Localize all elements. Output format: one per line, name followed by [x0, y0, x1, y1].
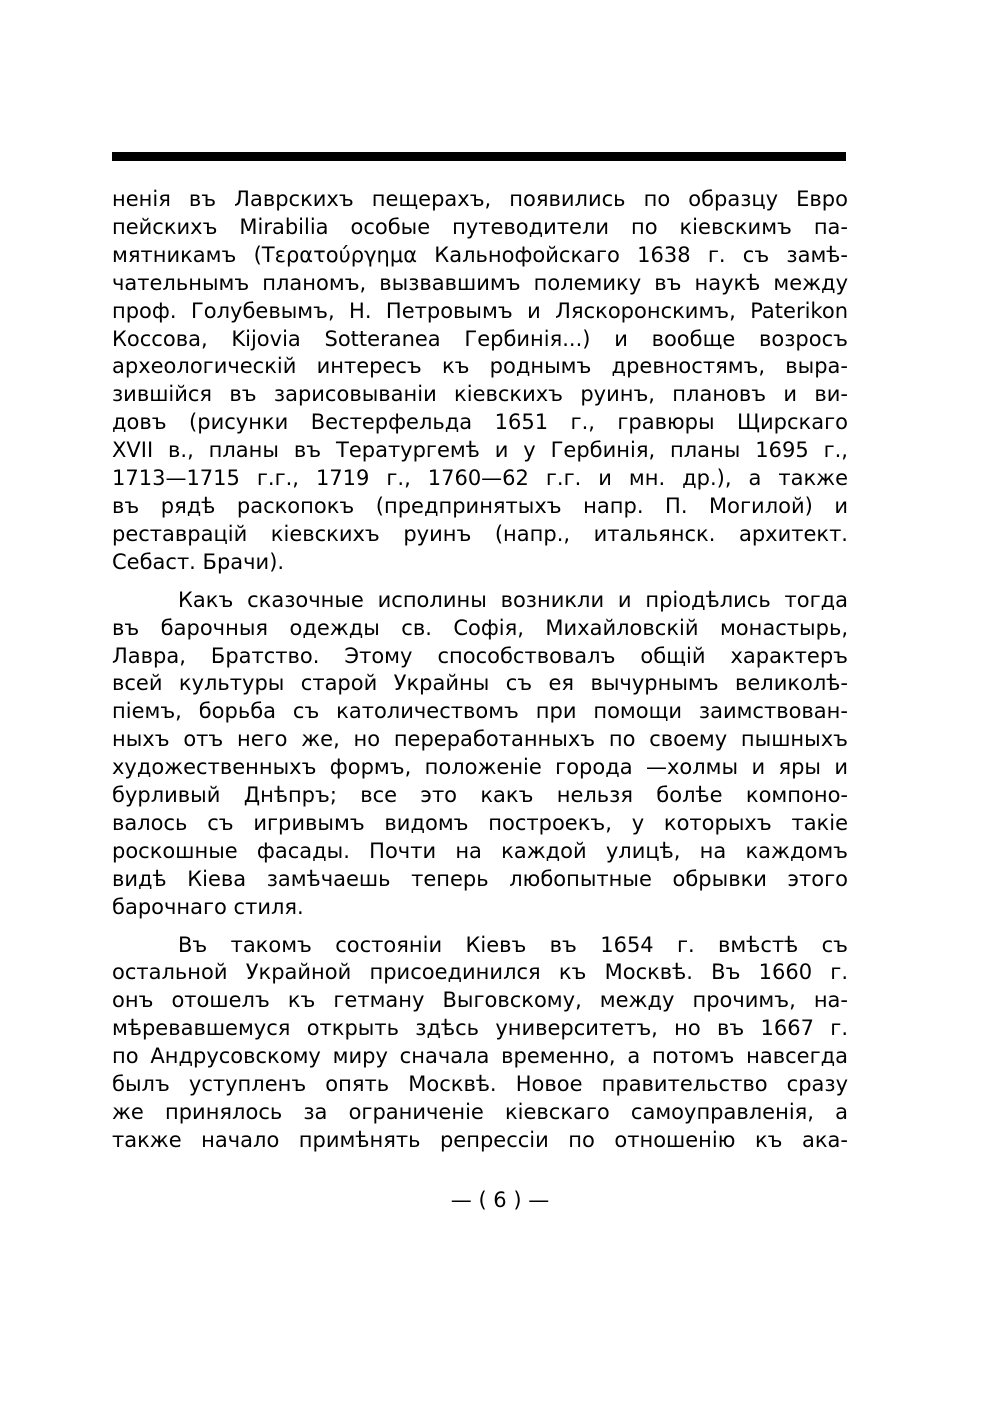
- text-line: онъ отошелъ къ гетману Выговскому, между прочимъ, на-: [112, 988, 848, 1013]
- text-line: Коссова, Kijovia Sotteranea Гербинія...) и вообще возросъ: [112, 326, 848, 351]
- text-line: чательнымъ планомъ, вызвавшимъ полемику въ наукѣ между: [112, 270, 848, 295]
- paragraph-1: [112, 186, 848, 577]
- text-line: же принялось за ограниченіе кіевскаго самоуправленія, а: [112, 1100, 848, 1124]
- text-line: видѣ Кіева замѣчаешь теперь любопытные обрывки этого: [112, 866, 848, 891]
- header-rule: [112, 152, 846, 161]
- text-line: остальной Украйной присоединился къ Москвѣ. Въ 1660 г.: [112, 960, 848, 985]
- text-line: барочнаго стиля.: [112, 894, 304, 919]
- text-line: роскошные фасады. Почти на каждой улицѣ, на каждомъ: [112, 838, 848, 863]
- text-line: 1713—1715 г.г., 1719 г., 1760—62 г.г. и мн. др.), а также: [112, 466, 848, 491]
- text-line: мѣревавшемуся открыть здѣсь университетъ, но въ 1667 г.: [112, 1016, 848, 1041]
- text-line: реставрацій кіевскихъ руинъ (напр., итальянск. архитект.: [112, 521, 848, 546]
- text-line: XVII в., планы въ Тератургемѣ и у Гербинія, планы 1695 г.,: [112, 438, 848, 463]
- text-line: по Андрусовскому миру сначала временно, а потомъ навсегда: [112, 1044, 848, 1069]
- text-line: Себаст. Брачи).: [112, 549, 285, 574]
- text-line: валось съ игривымъ видомъ построекъ, у которыхъ такіе: [112, 810, 848, 835]
- text-line: мятникамъ (Τερατούργημα Кальнофойскаго 1638 г. съ замѣ-: [112, 242, 848, 267]
- text-line: довъ (рисунки Вестерфельда 1651 г., гравюры Щирскаго: [112, 410, 848, 435]
- text-line: ныхъ отъ него же, но переработанныхъ по своему пышныхъ: [112, 727, 848, 752]
- text-line: проф. Голубевымъ, Н. Петровымъ и Ляскоронскимъ, Paterikon: [112, 298, 848, 323]
- text-line: археологическій интересъ къ роднымъ древностямъ, выра-: [112, 354, 848, 379]
- page-number: — ( 6 ) —: [450, 1188, 550, 1212]
- text-line: былъ уступленъ опять Москвѣ. Новое правительство сразу: [112, 1072, 848, 1097]
- text-line: также начало примѣнять репрессіи по отношенію къ ака-: [112, 1127, 848, 1152]
- text-line: бурливый Днѣпръ; все это какъ нельзя болѣе компоно-: [112, 783, 848, 808]
- text-line: піемъ, борьба съ католичествомъ при помощи заимствован-: [112, 699, 848, 724]
- text-line: зившійся въ зарисовываніи кіевскихъ руинъ, плановъ и ви-: [112, 382, 848, 407]
- text-line: Лавра, Братство. Этому способствовалъ общій характеръ: [112, 643, 848, 668]
- text-line: художественныхъ формъ, положеніе города —холмы и яры и: [112, 755, 848, 780]
- paragraph-3: [112, 932, 848, 1155]
- body-text: [112, 186, 848, 1155]
- text-line: всей культуры старой Украйны съ ея вычурнымъ великолѣ-: [112, 671, 848, 696]
- paragraph-2: [112, 587, 848, 922]
- text-line: пейскихъ Mirabilia особые путеводители по кіевскимъ па-: [112, 214, 848, 239]
- text-line: Какъ сказочные исполины возникли и пріодѣлись тогда: [178, 587, 848, 612]
- text-line: ненія въ Лаврскихъ пещерахъ, появились по образцу Евро: [112, 187, 848, 211]
- text-line: въ барочныя одежды св. Софія, Михайловскій монастырь,: [112, 615, 848, 640]
- text-line: Въ такомъ состояніи Кіевъ въ 1654 г. вмѣстѣ съ: [178, 932, 848, 957]
- text-line: въ рядѣ раскопокъ (предпринятыхъ напр. П. Могилой) и: [112, 493, 848, 518]
